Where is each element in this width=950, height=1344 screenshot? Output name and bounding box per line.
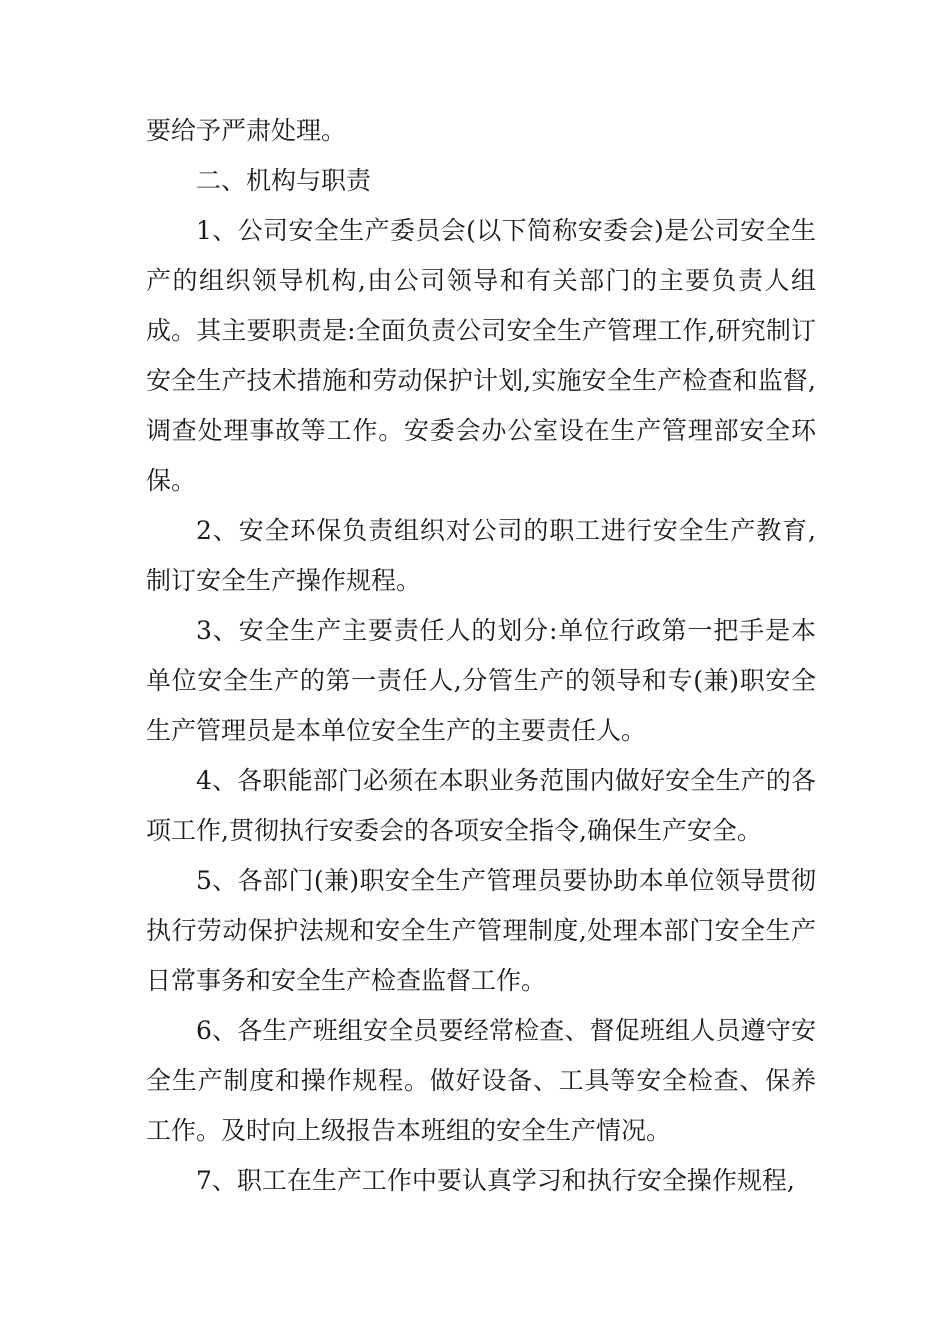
paragraph-item-4: 4、各职能部门必须在本职业务范围内做好安全生产的各项工作,贯彻执行安委会的各项安全指令,确保生产安全。 (146, 766, 816, 845)
paragraph-item-5: 5、各部门(兼)职安全生产管理员要协助本单位领导贯彻执行劳动保护法规和安全生产管理制度,处理本部门安全生产日常事务和安全生产检查监督工作。 (146, 866, 816, 995)
paragraph-continuation: 要给予严肃处理。 (146, 116, 347, 145)
section-heading: 二、机构与职责 (196, 166, 372, 195)
paragraph-item-1: 1、公司安全生产委员会(以下简称安委会)是公司安全生产的组织领导机构,由公司领导和有关部门的主要负责人组成。其主要职责是:全面负责公司安全生产管理工作,研究制订安全生产技术措施和劳动保护计划,实施安全生产检查和监督,调查处理事故等工作。安委会办公室设在生产管理部安全环保。 (146, 216, 816, 495)
paragraph-item-6: 6、各生产班组安全员要经常检查、督促班组人员遵守安全生产制度和操作规程。做好设备、工具等安全检查、保养工作。及时向上级报告本班组的安全生产情况。 (146, 1016, 816, 1145)
paragraph-item-2: 2、安全环保负责组织对公司的职工进行安全生产教育,制订安全生产操作规程。 (146, 516, 816, 595)
document-body (146, 106, 816, 1206)
paragraph-item-7: 7、职工在生产工作中要认真学习和执行安全操作规程, (196, 1166, 795, 1195)
paragraph-item-3: 3、安全生产主要责任人的划分:单位行政第一把手是本单位安全生产的第一责任人,分管生产的领导和专(兼)职安全生产管理员是本单位安全生产的主要责任人。 (146, 616, 816, 745)
